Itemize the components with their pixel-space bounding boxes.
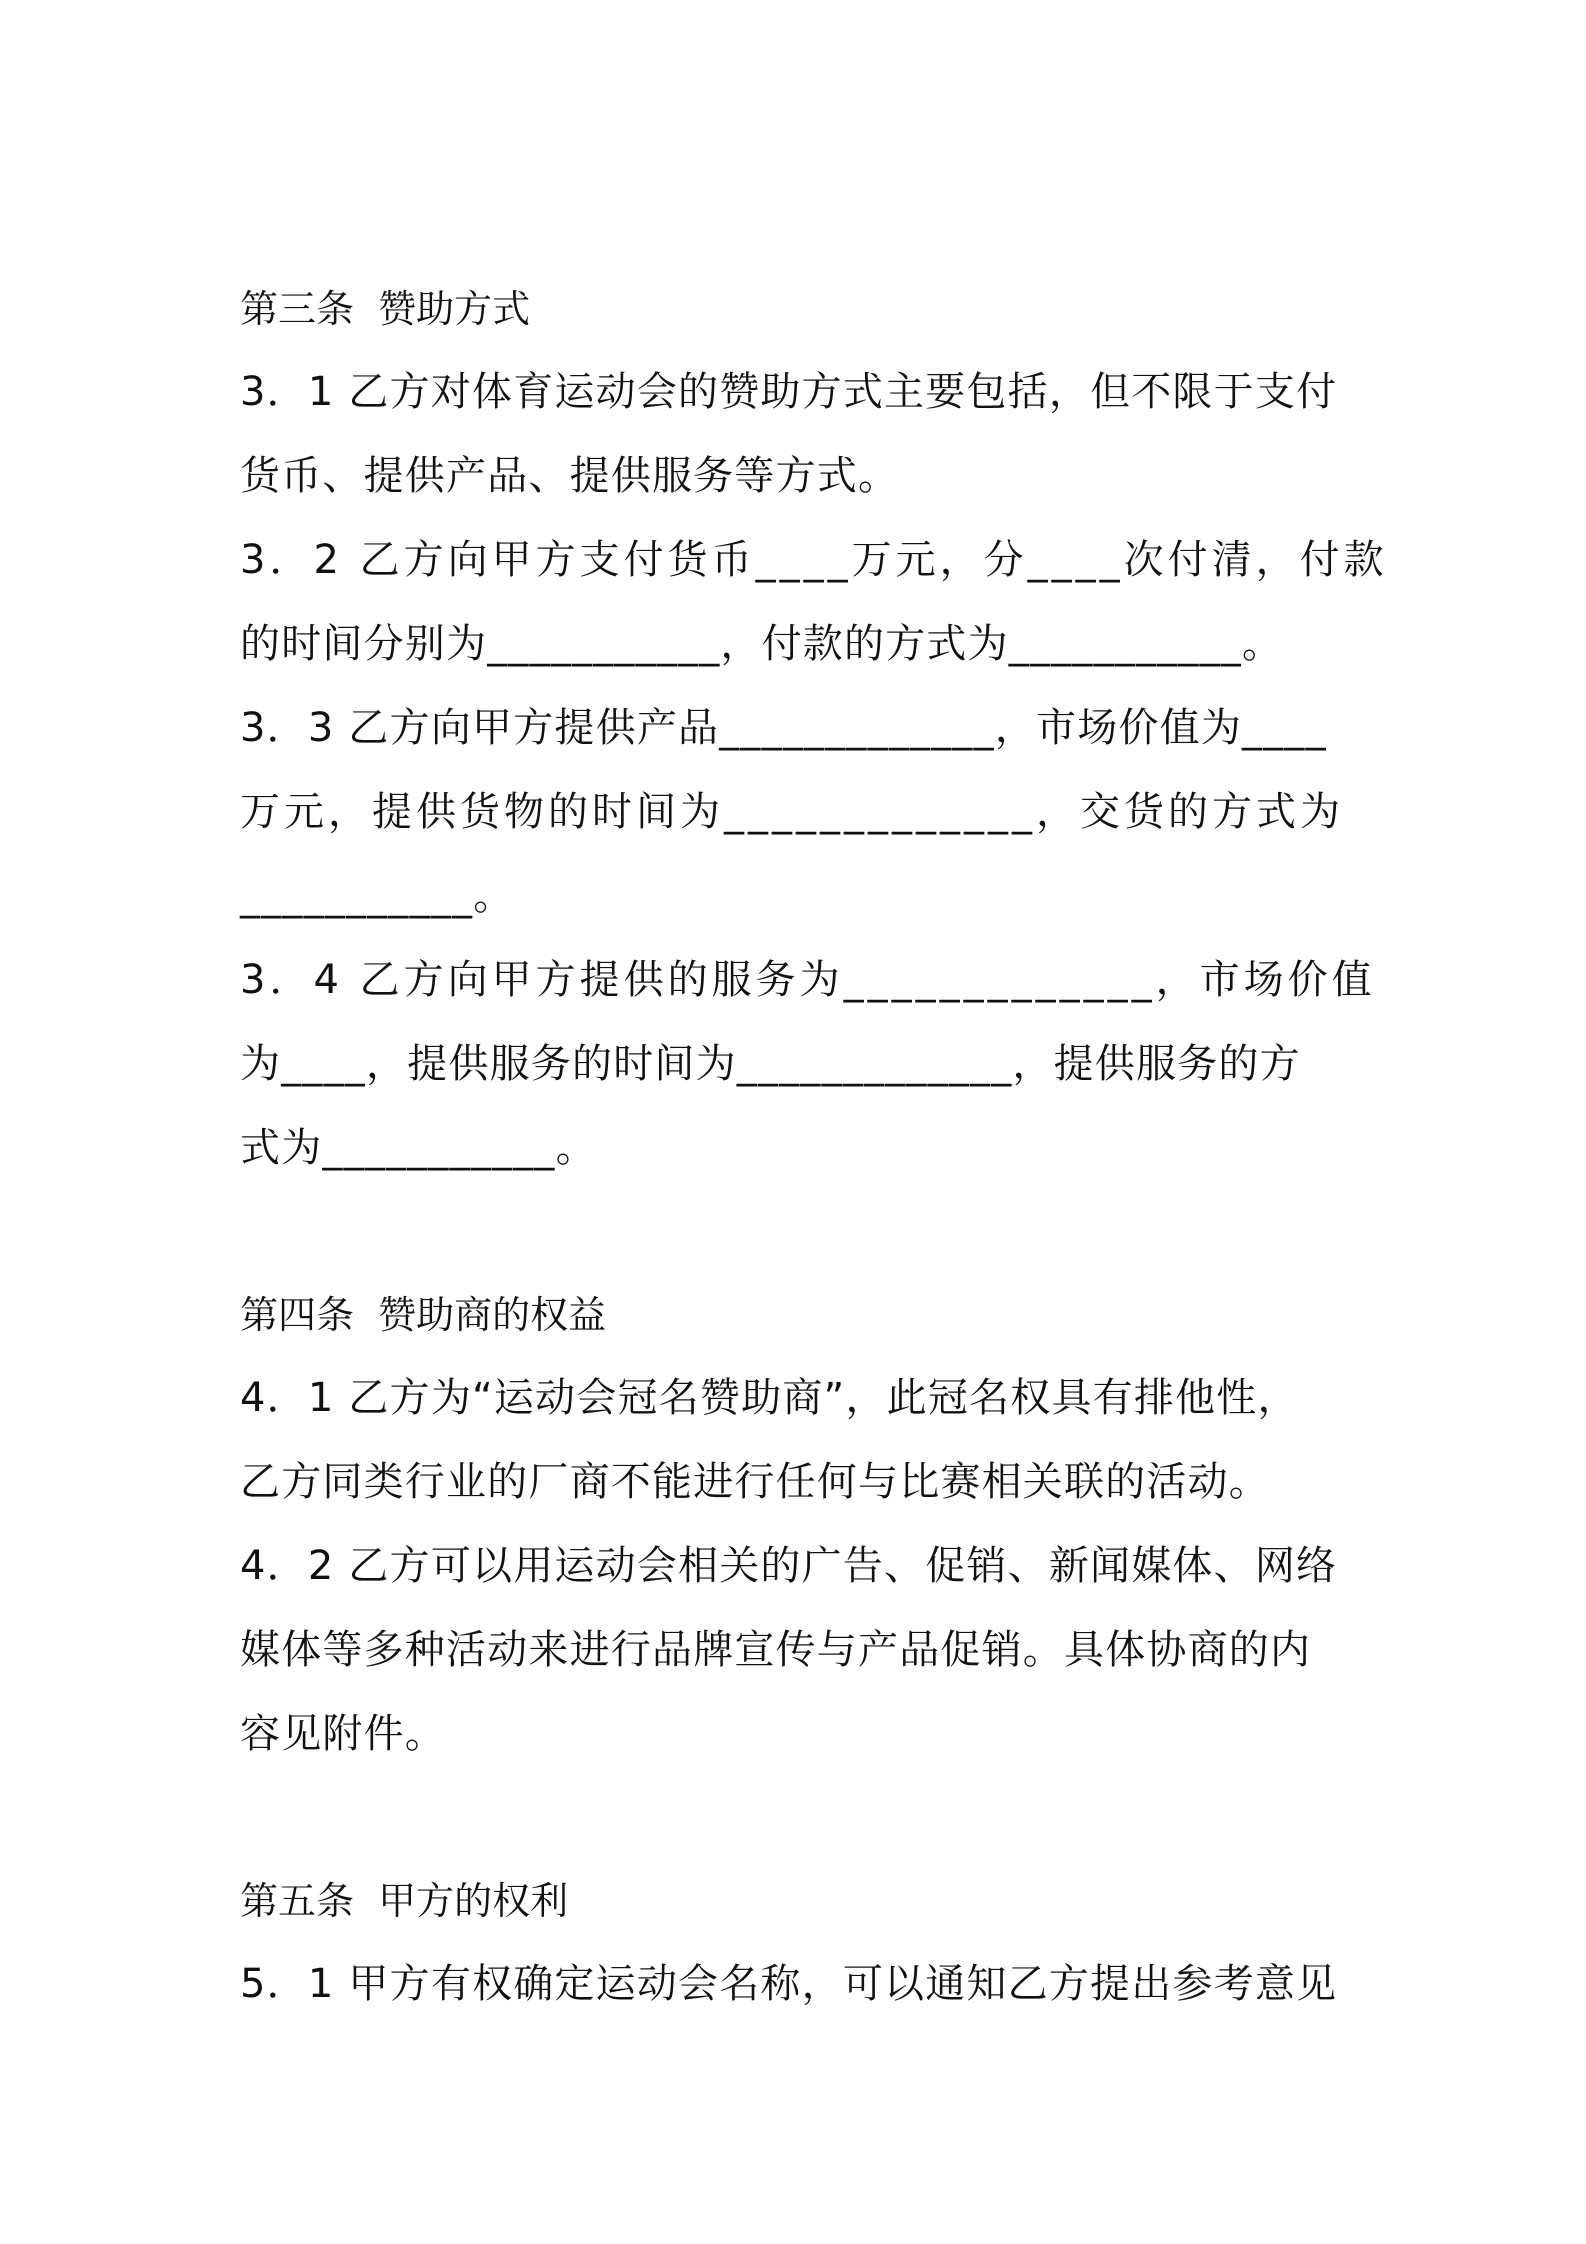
clause-3-2-line-1: 3．2 乙方向甲方支付货币____万元，分____次付清，付款	[240, 537, 1388, 583]
clause-4-1-line-2: 乙方同类行业的厂商不能进行任何与比赛相关联的活动。	[240, 1459, 1270, 1505]
clause-4-2-line-3: 容见附件。	[240, 1711, 446, 1757]
section-3-heading: 第三条 赞助方式	[240, 287, 531, 331]
clause-5-1-line-1: 5．1 甲方有权确定运动会名称，可以通知乙方提出参考意见	[240, 1961, 1338, 2007]
clause-3-4-line-1: 3．4 乙方向甲方提供的服务为_____________，市场价值	[240, 957, 1376, 1003]
clause-4-2-line-2: 媒体等多种活动来进行品牌宣传与产品促销。具体协商的内	[240, 1627, 1312, 1673]
clause-3-3-line-2: 万元，提供货物的时间为_____________，交货的方式为	[240, 789, 1344, 835]
clause-3-3-line-1: 3．3 乙方向甲方提供产品_____________，市场价值为____	[240, 705, 1327, 751]
section-4-heading: 第四条 赞助商的权益	[240, 1293, 607, 1337]
clause-3-1-line-2: 货币、提供产品、提供服务等方式。	[240, 453, 900, 499]
clause-4-2-line-1: 4．2 乙方可以用运动会相关的广告、促销、新闻媒体、网络	[240, 1543, 1338, 1589]
clause-3-1-line-1: 3．1 乙方对体育运动会的赞助方式主要包括，但不限于支付	[240, 369, 1338, 415]
clause-4-1-line-1: 4．1 乙方为“运动会冠名赞助商”，此冠名权具有排他性，	[240, 1375, 1299, 1421]
clause-3-3-line-3: ___________。	[240, 873, 515, 919]
clause-3-2-line-2: 的时间分别为___________，付款的方式为___________。	[240, 621, 1284, 667]
section-5-heading: 第五条 甲方的权利	[240, 1879, 569, 1923]
clause-3-4-line-3: 式为___________。	[240, 1125, 597, 1171]
clause-3-4-line-2: 为____，提供服务的时间为_____________，提供服务的方	[240, 1041, 1301, 1087]
